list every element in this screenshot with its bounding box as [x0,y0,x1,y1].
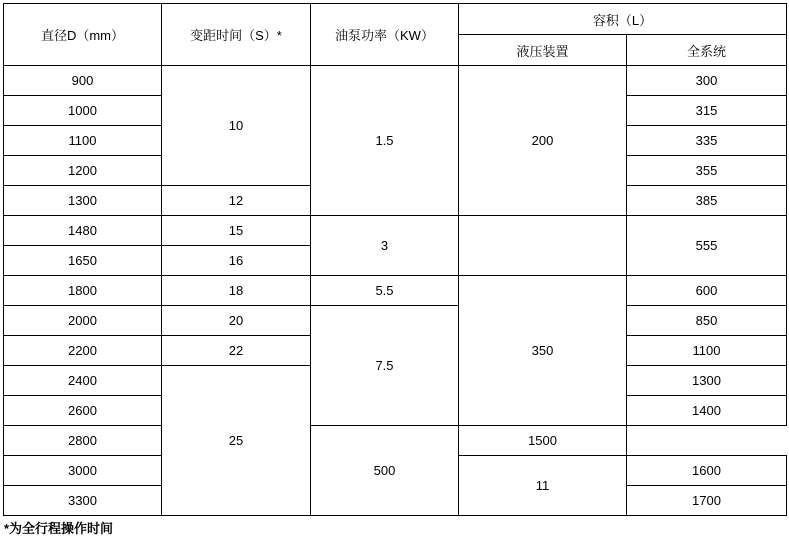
cell-shift-time: 16 [162,246,311,276]
cell-pump-power: 3 [311,216,459,276]
table-row [4,426,787,456]
cell-shift-time: 10 [162,66,311,186]
cell-shift-time: 12 [162,186,311,216]
cell-diameter: 1300 [4,186,162,216]
cell-diameter: 2200 [4,336,162,366]
cell-pump-power: 7.5 [311,306,459,426]
table-footnote: *为全行程操作时间 [4,521,114,536]
header-shift-time: 变距时间（S）* [162,4,311,66]
cell-system-volume: 1500 [459,426,627,456]
cell-shift-time: 20 [162,306,311,336]
cell-shift-time: 18 [162,276,311,306]
cell-diameter: 2800 [4,426,162,456]
cell-shift-time: 25 [162,366,311,516]
cell-diameter: 1100 [4,126,162,156]
cell-diameter: 1800 [4,276,162,306]
cell-system-volume: 385 [627,186,787,216]
cell-system-volume: 555 [627,216,787,276]
table-header-row-1 [4,4,787,35]
cell-diameter: 1000 [4,96,162,126]
cell-shift-time: 22 [162,336,311,366]
header-pump-power: 油泵功率（KW） [311,4,459,66]
cell-hydraulic-volume: 350 [459,276,627,426]
cell-system-volume: 355 [627,156,787,186]
header-volume-system: 全系统 [627,35,787,66]
cell-pump-power: 1.5 [311,66,459,216]
cell-system-volume: 1100 [627,336,787,366]
cell-diameter: 2600 [4,396,162,426]
cell-system-volume: 1600 [627,456,787,486]
cell-diameter: 2000 [4,306,162,336]
cell-system-volume: 850 [627,306,787,336]
cell-diameter: 1650 [4,246,162,276]
cell-system-volume: 1400 [627,396,787,426]
cell-system-volume: 315 [627,96,787,126]
cell-system-volume: 1300 [627,366,787,396]
cell-shift-time: 15 [162,216,311,246]
cell-system-volume: 335 [627,126,787,156]
cell-diameter: 3300 [4,486,162,516]
cell-diameter: 900 [4,66,162,96]
header-volume-hydraulic: 液压装置 [459,35,627,66]
cell-diameter: 1480 [4,216,162,246]
cell-diameter: 2400 [4,366,162,396]
header-diameter: 直径D（mm） [4,4,162,66]
cell-pump-power: 5.5 [311,276,459,306]
cell-hydraulic-volume: 500 [311,426,459,516]
table-row [4,276,787,306]
cell-hydraulic-volume: 200 [459,66,627,216]
table-row [4,306,787,336]
cell-pump-power: 11 [459,456,627,516]
cell-diameter: 3000 [4,456,162,486]
table-row [4,216,787,246]
cell-system-volume: 1700 [627,486,787,516]
cell-hydraulic-volume [459,216,627,276]
header-volume: 容积（L） [459,4,787,35]
cell-system-volume: 600 [627,276,787,306]
specification-table [3,3,787,516]
cell-system-volume: 300 [627,66,787,96]
cell-diameter: 1200 [4,156,162,186]
table-row [4,66,787,96]
